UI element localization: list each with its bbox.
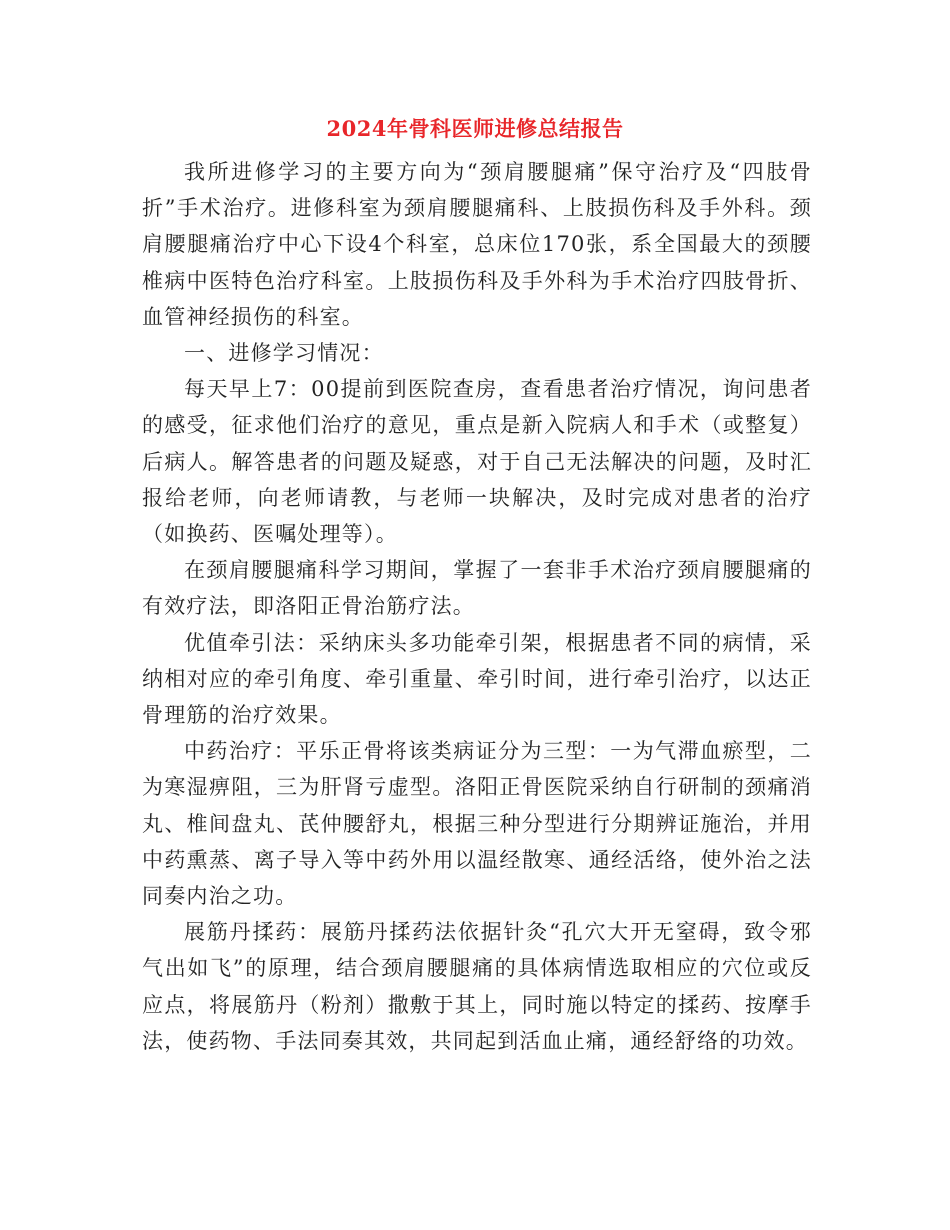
section-heading-study: 一、进修学习情况： [184, 341, 384, 366]
paragraph-herbal-treatment: 中药治疗：平乐正骨将该类病证分为三型：一为气滞血瘀型，二为寒湿痹阻，三为肝肾亏虚型。洛阳正骨医院采纳自行研制的颈痛消丸、椎间盘丸、芪仲腰舒丸，根据三种分型进行分期辨证施治，并用中药熏蒸、离子导入等中药外用以温经散寒、通经活络，使外治之法同奏内治之功。 [142, 739, 812, 909]
document-title: 2024年骨科医师进修总结报告 [326, 116, 624, 141]
paragraph-daily-rounds: 每天早上7：00提前到医院查房，查看患者治疗情况，询问患者的感受，征求他们治疗的意见，重点是新入院病人和手术（或整复）后病人。解答患者的问题及疑惑，对于自己无法解决的问题，及时汇报给老师，向老师请教，与老师一块解决，及时完成对患者的治疗（如换药、医嘱处理等）。 [142, 377, 812, 547]
paragraph-intro: 我所进修学习的主要方向为“颈肩腰腿痛”保守治疗及“四肢骨折”手术治疗。进修科室为颈肩腰腿痛科、上肢损伤科及手外科。颈肩腰腿痛治疗中心下设4个科室，总床位170张，系全国最大的颈腰椎病中医特色治疗科室。上肢损伤科及手外科为手术治疗四肢骨折、血管神经损伤的科室。 [142, 160, 812, 329]
paragraph-neck-shoulder-study: 在颈肩腰腿痛科学习期间，掌握了一套非手术治疗颈肩腰腿痛的有效疗法，即洛阳正骨治筋疗法。 [142, 558, 812, 619]
document-body [142, 154, 812, 1059]
paragraph-zhanjindan-massage: 展筋丹揉药：展筋丹揉药法依据针灸“孔穴大开无窒碍，致令邪气出如飞”的原理，结合颈肩腰腿痛的具体病情选取相应的穴位或反应点，将展筋丹（粉剂）撒敷于其上，同时施以特定的揉药、按摩手法，使药物、手法同奏其效，共同起到活血止痛，通经舒络的功效。 [142, 920, 812, 1053]
paragraph-traction: 优值牵引法：采纳床头多功能牵引架，根据患者不同的病情，采纳相对应的牵引角度、牵引重量、牵引时间，进行牵引治疗，以达正骨理筋的治疗效果。 [142, 630, 812, 728]
